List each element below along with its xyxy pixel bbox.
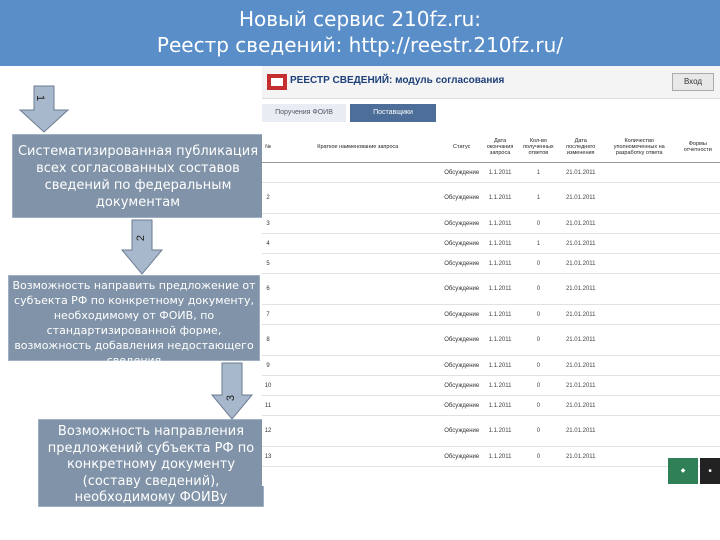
row-status: Обсуждение	[442, 416, 482, 447]
row-status: Обсуждение	[442, 325, 482, 356]
col-authorized: Количество уполномоченных на разработку ответа	[603, 132, 676, 163]
row-authorized	[603, 325, 676, 356]
table-row[interactable]	[262, 447, 720, 467]
row-forms	[676, 396, 720, 416]
row-name-link[interactable]	[274, 305, 441, 325]
tab-foiv[interactable]: Поручения ФОИВ	[262, 104, 346, 122]
slide-header	[0, 0, 720, 66]
row-name-link[interactable]	[274, 447, 441, 467]
row-end-date: 1.1.2011	[482, 376, 518, 396]
row-answers: 0	[518, 376, 558, 396]
row-status: Обсуждение	[442, 274, 482, 305]
col-name: Краткое наименование запроса	[274, 132, 441, 163]
row-answers: 0	[518, 447, 558, 467]
row-answers: 0	[518, 416, 558, 447]
row-end-date: 1.1.2011	[482, 416, 518, 447]
row-end-date: 1.1.2011	[482, 356, 518, 376]
row-answers: 0	[518, 356, 558, 376]
row-forms	[676, 416, 720, 447]
row-changed: 21.01.2011	[559, 396, 603, 416]
row-authorized	[603, 214, 676, 234]
row-end-date: 1.1.2011	[482, 396, 518, 416]
row-authorized	[603, 274, 676, 305]
row-changed: 21.01.2011	[559, 163, 603, 183]
row-status: Обсуждение	[442, 396, 482, 416]
row-number	[262, 163, 274, 183]
row-changed: 21.01.2011	[559, 254, 603, 274]
row-status: Обсуждение	[442, 356, 482, 376]
row-number: 6	[262, 274, 274, 305]
row-number: 3	[262, 214, 274, 234]
reestr-screenshot	[262, 66, 720, 486]
row-authorized	[603, 447, 676, 467]
row-changed: 21.01.2011	[559, 325, 603, 356]
row-name-link[interactable]	[274, 254, 441, 274]
row-changed: 21.01.2011	[559, 416, 603, 447]
row-answers: 0	[518, 254, 558, 274]
col-status: Статус	[442, 132, 482, 163]
arrow-1-number: 1	[34, 94, 47, 102]
slide-title-line1: Новый сервис 210fz.ru:	[238, 7, 482, 31]
row-status: Обсуждение	[442, 305, 482, 325]
callout-proposal-to-foiv: Возможность направления предложений субъекта РФ по конкретному документу (составу сведений), необходимому ФОИВу	[38, 419, 264, 507]
row-number: 11	[262, 396, 274, 416]
arrow-3-number: 3	[225, 394, 238, 402]
row-authorized	[603, 396, 676, 416]
slide-title-line2: Реестр сведений: http://reestr.210fz.ru/	[156, 33, 564, 57]
row-name-link[interactable]	[274, 234, 441, 254]
col-answers: Кол-во полученных ответов	[518, 132, 558, 163]
partner-logo-icon: ■	[700, 458, 720, 484]
row-forms	[676, 214, 720, 234]
row-forms	[676, 163, 720, 183]
row-authorized	[603, 416, 676, 447]
row-status: Обсуждение	[442, 376, 482, 396]
col-changed: Дата последнего изменения	[559, 132, 603, 163]
arrow-3-icon	[210, 361, 254, 421]
app-title: РЕЕСТР СВЕДЕНИЙ: модуль согласования	[290, 75, 505, 86]
row-name-link[interactable]	[274, 356, 441, 376]
table-row[interactable]	[262, 234, 720, 254]
ministry-logo-icon: ◆	[668, 458, 698, 484]
table-row[interactable]	[262, 305, 720, 325]
row-status: Обсуждение	[442, 254, 482, 274]
row-number: 10	[262, 376, 274, 396]
table-row[interactable]	[262, 183, 720, 214]
tab-bar	[262, 104, 720, 134]
table-row[interactable]	[262, 214, 720, 234]
row-answers: 1	[518, 163, 558, 183]
row-answers: 0	[518, 396, 558, 416]
table-row[interactable]	[262, 416, 720, 447]
row-end-date: 1.1.2011	[482, 254, 518, 274]
screenshot-footer	[262, 466, 720, 486]
row-answers: 0	[518, 214, 558, 234]
row-end-date: 1.1.2011	[482, 163, 518, 183]
row-status: Обсуждение	[442, 447, 482, 467]
arrow-2-icon	[120, 218, 164, 276]
row-end-date: 1.1.2011	[482, 325, 518, 356]
table-row[interactable]	[262, 376, 720, 396]
row-changed: 21.01.2011	[559, 214, 603, 234]
callout-proposal-from-region: Возможность направить предложение от субъекта РФ по конкретному документу, необходимому от ФОИВ, по стандартизированной форме, возможность добавления недостающего сведения	[8, 275, 260, 361]
row-changed: 21.01.2011	[559, 274, 603, 305]
login-button[interactable]: Вход	[672, 73, 714, 91]
row-name-link[interactable]	[274, 376, 441, 396]
row-name-link[interactable]	[274, 396, 441, 416]
col-number: №	[262, 132, 274, 163]
row-number: 5	[262, 254, 274, 274]
row-end-date: 1.1.2011	[482, 305, 518, 325]
row-end-date: 1.1.2011	[482, 214, 518, 234]
row-name-link[interactable]	[274, 163, 441, 183]
row-forms	[676, 274, 720, 305]
row-forms	[676, 376, 720, 396]
table-header	[262, 132, 720, 163]
row-changed: 21.01.2011	[559, 376, 603, 396]
row-changed: 21.01.2011	[559, 183, 603, 214]
row-status: Обсуждение	[442, 214, 482, 234]
col-end-date: Дата окончания запроса	[482, 132, 518, 163]
row-forms	[676, 356, 720, 376]
row-end-date: 1.1.2011	[482, 183, 518, 214]
app-header	[262, 66, 720, 99]
reestr-logo-icon	[266, 72, 288, 92]
table-row[interactable]	[262, 274, 720, 305]
row-changed: 21.01.2011	[559, 447, 603, 467]
row-changed: 21.01.2011	[559, 234, 603, 254]
row-changed: 21.01.2011	[559, 305, 603, 325]
row-answers: 0	[518, 274, 558, 305]
row-name-link[interactable]	[274, 274, 441, 305]
table-row[interactable]	[262, 325, 720, 356]
row-forms	[676, 254, 720, 274]
row-forms	[676, 325, 720, 356]
row-number: 8	[262, 325, 274, 356]
row-authorized	[603, 183, 676, 214]
row-number: 4	[262, 234, 274, 254]
requests-table	[262, 132, 720, 467]
row-authorized	[603, 254, 676, 274]
row-answers: 0	[518, 305, 558, 325]
row-answers: 1	[518, 234, 558, 254]
row-number: 9	[262, 356, 274, 376]
row-authorized	[603, 163, 676, 183]
row-status: Обсуждение	[442, 234, 482, 254]
row-name-link[interactable]	[274, 325, 441, 356]
row-forms	[676, 305, 720, 325]
row-authorized	[603, 305, 676, 325]
row-answers: 0	[518, 325, 558, 356]
row-name-link[interactable]	[274, 416, 441, 447]
tab-roiv[interactable]: Поставщики РОИВ(ОМСУ)	[350, 104, 436, 122]
row-number: 13	[262, 447, 274, 467]
row-forms	[676, 183, 720, 214]
col-forms: Формы отчетности	[676, 132, 720, 163]
row-status: Обсуждение	[442, 163, 482, 183]
row-number: 12	[262, 416, 274, 447]
row-end-date: 1.1.2011	[482, 234, 518, 254]
callout-publication: Систематизированная публикация всех согласованных составов сведений по федеральным документам	[12, 134, 264, 218]
arrow-2-number: 2	[135, 234, 148, 242]
row-end-date: 1.1.2011	[482, 274, 518, 305]
table-row[interactable]	[262, 396, 720, 416]
row-answers: 1	[518, 183, 558, 214]
row-forms	[676, 234, 720, 254]
row-end-date: 1.1.2011	[482, 447, 518, 467]
row-number: 7	[262, 305, 274, 325]
row-authorized	[603, 376, 676, 396]
row-number: 2	[262, 183, 274, 214]
table-row[interactable]	[262, 163, 720, 183]
row-authorized	[603, 356, 676, 376]
row-status: Обсуждение	[442, 183, 482, 214]
table-row[interactable]	[262, 254, 720, 274]
row-name-link[interactable]	[274, 214, 441, 234]
arrow-1-icon	[18, 84, 72, 134]
row-authorized	[603, 234, 676, 254]
row-changed: 21.01.2011	[559, 356, 603, 376]
row-name-link[interactable]	[274, 183, 441, 214]
table-row[interactable]	[262, 356, 720, 376]
